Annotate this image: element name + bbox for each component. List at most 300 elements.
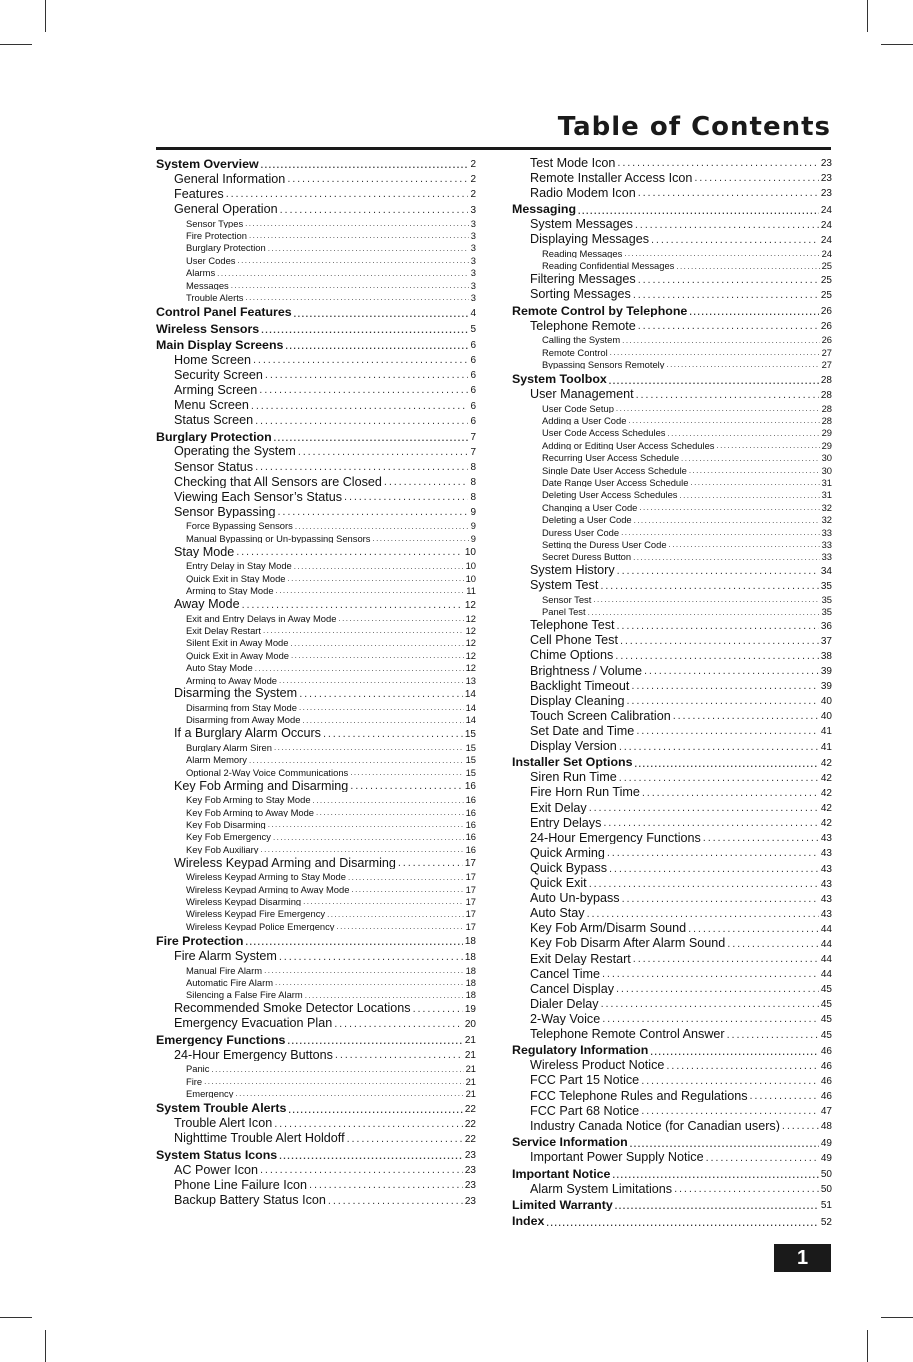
toc-entry[interactable] <box>512 231 832 246</box>
toc-entry-label: Features <box>174 186 224 201</box>
toc-entry[interactable] <box>156 854 476 869</box>
toc-entry[interactable] <box>156 673 476 685</box>
toc-entry[interactable] <box>512 1072 832 1087</box>
toc-entry-label: 24-Hour Emergency Functions <box>530 830 701 845</box>
toc-entry-page: 47 <box>820 1106 832 1118</box>
toc-entry-label: Adding a User Code <box>542 415 627 426</box>
toc-entry[interactable] <box>512 1211 832 1227</box>
toc-entry-label: Deleting User Access Schedules <box>542 489 678 500</box>
toc-entry[interactable] <box>156 366 476 381</box>
toc-entry[interactable] <box>156 894 476 906</box>
toc-entry[interactable] <box>512 525 832 537</box>
toc-entry-page: 13 <box>465 674 476 685</box>
toc-entry[interactable] <box>156 805 476 817</box>
dot-leader <box>274 1119 463 1130</box>
dot-leader <box>287 174 468 185</box>
dot-leader <box>305 992 464 1000</box>
toc-entry-label: Limited Warranty <box>512 1198 613 1212</box>
toc-entry[interactable] <box>156 817 476 829</box>
toc-entry-page: 15 <box>464 728 476 740</box>
toc-entry[interactable] <box>512 799 832 814</box>
toc-entry[interactable] <box>156 302 476 318</box>
toc-entry[interactable] <box>512 438 832 450</box>
toc-entry-page: 52 <box>820 1216 832 1228</box>
toc-entry-page: 16 <box>465 843 476 855</box>
toc-entry[interactable] <box>512 537 832 549</box>
toc-entry-page: 25 <box>820 274 832 286</box>
toc-entry[interactable] <box>156 792 476 804</box>
dot-leader <box>617 621 819 632</box>
toc-entry[interactable] <box>156 228 476 240</box>
toc-entry[interactable] <box>156 740 476 752</box>
toc-entry-page: 27 <box>821 358 832 370</box>
toc-entry[interactable] <box>512 401 832 413</box>
dot-leader <box>260 846 463 854</box>
toc-entry-page: 23 <box>464 1195 476 1207</box>
toc-entry-page: 18 <box>465 964 476 975</box>
toc-entry[interactable] <box>512 1132 832 1148</box>
toc-entry[interactable] <box>156 240 476 252</box>
toc-entry-label: Index <box>512 1214 545 1228</box>
toc-entry[interactable] <box>512 475 832 487</box>
toc-entry-page: 15 <box>465 741 476 753</box>
toc-entry-page: 25 <box>821 260 832 271</box>
toc-entry[interactable] <box>156 777 476 792</box>
dot-leader <box>288 575 464 583</box>
toc-entry[interactable] <box>512 345 832 357</box>
dot-leader <box>668 430 820 438</box>
toc-entry[interactable] <box>512 1149 832 1164</box>
toc-entry[interactable] <box>156 571 476 583</box>
toc-entry[interactable] <box>156 473 476 488</box>
toc-entry[interactable] <box>156 396 476 411</box>
dot-leader <box>650 1048 819 1057</box>
toc-entry[interactable] <box>156 1086 476 1098</box>
toc-entry-page: 12 <box>464 599 476 611</box>
toc-entry-label: Exit Delay Restart <box>530 951 631 966</box>
toc-entry[interactable] <box>512 450 832 462</box>
toc-entry-label: Changing a User Code <box>542 501 638 513</box>
toc-entry[interactable] <box>156 443 476 458</box>
toc-entry[interactable] <box>512 647 832 662</box>
toc-entry[interactable] <box>156 648 476 660</box>
toc-entry[interactable] <box>512 935 832 950</box>
dot-leader <box>211 1066 463 1074</box>
toc-entry-page: 12 <box>465 637 476 648</box>
dot-leader <box>260 1165 463 1176</box>
toc-entry[interactable] <box>156 1176 476 1191</box>
dot-leader <box>313 797 464 805</box>
toc-entry[interactable] <box>512 617 832 632</box>
toc-entry[interactable] <box>512 246 832 258</box>
dot-leader <box>290 640 463 648</box>
toc-entry[interactable] <box>156 1074 476 1086</box>
toc-entry[interactable] <box>156 319 476 335</box>
toc-entry[interactable] <box>156 931 476 947</box>
toc-entry[interactable] <box>512 512 832 524</box>
toc-entry[interactable] <box>156 947 476 962</box>
toc-entry[interactable] <box>512 271 832 286</box>
toc-entry[interactable] <box>156 583 476 595</box>
toc-entry-label: System Overview <box>156 156 259 171</box>
toc-entry[interactable] <box>512 332 832 344</box>
toc-entry-page: 11 <box>466 585 476 596</box>
toc-entry[interactable] <box>156 488 476 503</box>
toc-entry-label: Regulatory Information <box>512 1043 649 1057</box>
toc-entry[interactable] <box>512 769 832 784</box>
dot-leader <box>246 294 469 302</box>
toc-entry-label: Entry Delays <box>530 815 602 830</box>
toc-entry-label: Key Fob Arming and Disarming <box>174 778 349 793</box>
toc-entry[interactable] <box>512 1025 832 1040</box>
toc-entry[interactable] <box>156 253 476 265</box>
toc-entry-page: 29 <box>821 439 832 451</box>
dot-leader <box>302 717 463 725</box>
toc-entry-page: 33 <box>821 526 832 537</box>
toc-entry[interactable] <box>512 859 832 874</box>
toc-entry-label: User Code Access Schedules <box>542 427 666 438</box>
toc-entry-page: 49 <box>820 1137 832 1149</box>
toc-entry[interactable] <box>512 216 832 231</box>
toc-entry[interactable] <box>512 1057 832 1072</box>
dot-leader <box>323 729 463 740</box>
toc-entry[interactable] <box>512 905 832 920</box>
toc-entry[interactable] <box>156 170 476 185</box>
toc-entry[interactable] <box>512 950 832 965</box>
toc-entry[interactable] <box>512 1180 832 1195</box>
toc-entry-label: Status Screen <box>174 413 254 427</box>
dot-leader <box>624 250 819 258</box>
toc-entry[interactable] <box>512 1010 832 1025</box>
toc-entry-label: Quick Bypass <box>530 860 607 875</box>
toc-entry[interactable] <box>156 842 476 854</box>
crop-mark <box>45 0 46 32</box>
toc-entry[interactable] <box>156 154 476 170</box>
toc-entry[interactable] <box>512 1164 832 1180</box>
toc-entry[interactable] <box>156 595 476 610</box>
toc-entry[interactable] <box>156 765 476 777</box>
toc-entry-page: 6 <box>470 370 476 382</box>
dot-leader <box>666 1061 819 1072</box>
toc-entry[interactable] <box>512 890 832 905</box>
toc-entry-label: Fire Alarm System <box>174 948 277 963</box>
dot-leader <box>689 467 820 475</box>
dot-leader <box>627 696 819 707</box>
toc-entry[interactable] <box>156 351 476 366</box>
toc-entry-label: 24-Hour Emergency Buttons <box>174 1047 333 1062</box>
toc-entry[interactable] <box>156 1191 476 1206</box>
toc-entry[interactable] <box>512 814 832 829</box>
toc-entry-label: System Trouble Alerts <box>156 1101 287 1115</box>
toc-entry-label: Manual Bypassing or Un-bypassing Sensors <box>186 532 371 544</box>
toc-entry[interactable] <box>156 1115 476 1130</box>
toc-entry-page: 14 <box>464 689 476 701</box>
dot-leader <box>316 809 464 817</box>
toc-entry-page: 15 <box>465 766 476 778</box>
toc-entry-label: Auto Stay Mode <box>186 662 253 673</box>
toc-entry[interactable] <box>156 919 476 931</box>
toc-entry-label: Key Fob Arming to Stay Mode <box>186 794 311 805</box>
dot-leader <box>291 652 464 660</box>
toc-entry[interactable] <box>512 707 832 722</box>
toc-entry-label: Backup Battery Status Icon <box>174 1192 326 1207</box>
toc-entry[interactable] <box>156 381 476 396</box>
toc-entry[interactable] <box>512 1087 832 1102</box>
toc-entry-page: 17 <box>465 920 476 932</box>
toc-entry[interactable] <box>156 987 476 999</box>
dot-leader <box>265 370 469 381</box>
toc-entry[interactable] <box>156 216 476 228</box>
toc-entry[interactable] <box>512 1102 832 1117</box>
toc-entry-label: System Status Icons <box>156 1147 278 1162</box>
toc-entry-label: Backlight Timeout <box>530 678 630 693</box>
toc-entry-page: 6 <box>470 400 476 412</box>
toc-entry-label: Important Power Supply Notice <box>530 1150 704 1164</box>
toc-entry-page: 16 <box>465 831 476 842</box>
toc-entry[interactable] <box>156 503 476 518</box>
toc-entry[interactable] <box>512 829 832 844</box>
toc-entry[interactable] <box>156 427 476 443</box>
toc-entry[interactable] <box>156 869 476 881</box>
toc-entry-page: 42 <box>820 803 832 815</box>
dot-leader <box>372 535 468 543</box>
toc-entry[interactable] <box>156 611 476 623</box>
toc-entry-page: 43 <box>820 878 832 890</box>
dot-leader <box>251 401 469 412</box>
toc-entry[interactable] <box>512 722 832 737</box>
dot-leader <box>344 492 468 503</box>
dot-leader <box>616 984 819 995</box>
toc-entry[interactable] <box>156 1015 476 1030</box>
toc-entry[interactable] <box>156 1161 476 1176</box>
toc-entry[interactable] <box>512 562 832 577</box>
crop-mark <box>867 1330 868 1362</box>
dot-leader <box>612 1171 818 1180</box>
dot-leader <box>328 1196 463 1207</box>
toc-entry-label: Reading Messages <box>542 247 623 259</box>
toc-entry[interactable] <box>512 386 832 401</box>
toc-entry-page: 42 <box>820 788 832 800</box>
toc-entry[interactable] <box>512 199 832 215</box>
toc-entry[interactable] <box>156 1061 476 1073</box>
toc-entry-label: Sensor Types <box>186 217 244 228</box>
toc-entry[interactable] <box>156 1046 476 1061</box>
toc-entry[interactable] <box>156 685 476 700</box>
crop-mark <box>0 1317 32 1318</box>
toc-entry[interactable] <box>156 278 476 290</box>
toc-entry-label: Remote Installer Access Icon <box>530 170 693 185</box>
toc-entry[interactable] <box>512 258 832 270</box>
dot-leader <box>602 1014 819 1025</box>
dot-leader <box>337 923 464 931</box>
toc-entry[interactable] <box>512 604 832 616</box>
dot-leader <box>688 924 819 935</box>
dot-leader <box>351 886 463 894</box>
toc-entry[interactable] <box>512 357 832 369</box>
toc-entry-page: 23 <box>820 173 832 185</box>
toc-entry-page: 44 <box>820 954 832 966</box>
toc-entry-page: 14 <box>465 702 476 713</box>
toc-entry-label: System Toolbox <box>512 372 607 386</box>
toc-entry[interactable] <box>512 500 832 512</box>
toc-entry[interactable] <box>156 412 476 427</box>
toc-entry-label: Quick Exit in Stay Mode <box>186 572 286 584</box>
toc-entry[interactable] <box>156 265 476 277</box>
toc-entry-label: Phone Line Failure Icon <box>174 1177 308 1192</box>
toc-entry[interactable] <box>512 875 832 890</box>
toc-entry[interactable] <box>156 660 476 672</box>
toc-entry[interactable] <box>512 632 832 647</box>
toc-entry-label: Key Fob Disarm After Alarm Sound <box>530 936 726 950</box>
toc-entry-label: Sorting Messages <box>530 287 631 301</box>
toc-entry-label: Stay Mode <box>174 544 235 559</box>
toc-entry[interactable] <box>156 458 476 473</box>
toc-entry[interactable] <box>156 712 476 724</box>
dot-leader <box>288 1106 463 1115</box>
toc-entry[interactable] <box>512 369 832 385</box>
toc-entry-page: 26 <box>821 334 832 345</box>
toc-entry[interactable] <box>156 1130 476 1145</box>
toc-entry-page: 30 <box>821 452 832 463</box>
toc-entry-label: Sensor Status <box>174 459 254 474</box>
toc-entry-label: Quick Exit <box>530 876 587 890</box>
toc-entry-label: Main Display Screens <box>156 337 284 352</box>
toc-entry-page: 21 <box>465 1063 476 1074</box>
toc-entry[interactable] <box>512 844 832 859</box>
toc-entry-page: 16 <box>465 806 476 817</box>
toc-entry[interactable] <box>156 975 476 987</box>
toc-entry[interactable] <box>512 980 832 995</box>
toc-entry[interactable] <box>156 335 476 351</box>
toc-entry[interactable] <box>156 906 476 918</box>
toc-entry[interactable] <box>156 1145 476 1161</box>
dot-leader <box>338 615 463 623</box>
toc-entry-label: Panel Test <box>542 606 586 617</box>
toc-entry-label: Trouble Alerts <box>186 291 244 303</box>
toc-entry[interactable] <box>512 753 832 769</box>
toc-entry[interactable] <box>512 184 832 199</box>
toc-entry-page: 21 <box>464 1050 476 1062</box>
toc-entry[interactable] <box>156 518 476 530</box>
dot-leader <box>347 1134 463 1145</box>
toc-entry-label: Checking that All Sensors are Closed <box>174 474 382 489</box>
toc-entry[interactable] <box>512 1041 832 1057</box>
toc-entry[interactable] <box>156 882 476 894</box>
toc-entry[interactable] <box>156 725 476 740</box>
toc-entry[interactable] <box>512 487 832 499</box>
dot-leader <box>727 1030 819 1041</box>
toc-entry[interactable] <box>156 829 476 841</box>
toc-entry[interactable] <box>156 1000 476 1015</box>
dot-leader <box>635 220 819 231</box>
toc-entry[interactable] <box>156 200 476 215</box>
toc-entry-label: Force Bypassing Sensors <box>186 520 293 531</box>
dot-leader <box>602 969 819 980</box>
toc-entry[interactable] <box>512 737 832 752</box>
toc-entry[interactable] <box>512 784 832 799</box>
page-title: Table of Contents <box>557 112 831 142</box>
toc-entry[interactable] <box>156 635 476 647</box>
toc-entry[interactable] <box>156 543 476 558</box>
toc-entry[interactable] <box>512 692 832 707</box>
toc-entry[interactable] <box>512 577 832 592</box>
toc-entry-label: Dialer Delay <box>530 996 599 1011</box>
toc-entry[interactable] <box>156 1030 476 1046</box>
toc-entry-page: 4 <box>470 307 476 319</box>
toc-entry-page: 36 <box>820 620 832 632</box>
toc-entry[interactable] <box>156 290 476 302</box>
toc-entry-label: Burglary Protection <box>186 242 266 253</box>
toc-entry[interactable] <box>512 1117 832 1132</box>
toc-entry-label: Arming Screen <box>174 382 258 397</box>
toc-entry-label: Arming to Stay Mode <box>186 585 274 596</box>
toc-entry[interactable] <box>156 963 476 975</box>
dot-leader <box>630 1140 819 1149</box>
toc-entry[interactable] <box>156 1098 476 1114</box>
toc-entry-page: 24 <box>820 204 832 216</box>
toc-entry-page: 10 <box>464 547 476 559</box>
toc-entry[interactable] <box>512 592 832 604</box>
dot-leader <box>782 1121 819 1132</box>
toc-entry-label: FCC Telephone Rules and Regulations <box>530 1088 748 1103</box>
toc-entry[interactable] <box>156 185 476 200</box>
dot-leader <box>350 781 463 792</box>
toc-entry[interactable] <box>156 752 476 764</box>
toc-entry-label: Wireless Sensors <box>156 321 260 335</box>
toc-entry[interactable] <box>156 558 476 570</box>
toc-entry-page: 10 <box>465 572 476 584</box>
dot-leader <box>617 158 818 169</box>
toc-entry[interactable] <box>512 413 832 425</box>
toc-entry[interactable] <box>156 531 476 543</box>
toc-entry-label: Control Panel Features <box>156 305 292 319</box>
toc-entry-page: 3 <box>470 204 476 216</box>
toc-entry[interactable] <box>512 549 832 561</box>
dot-leader <box>609 377 819 386</box>
toc-entry-page: 12 <box>465 612 476 623</box>
toc-entry[interactable] <box>512 920 832 935</box>
toc-entry[interactable] <box>512 662 832 677</box>
toc-entry[interactable] <box>512 425 832 437</box>
toc-entry-page: 45 <box>820 999 832 1011</box>
toc-entry[interactable] <box>156 700 476 712</box>
toc-entry[interactable] <box>512 301 832 317</box>
toc-entry[interactable] <box>512 169 832 184</box>
toc-entry-page: 26 <box>820 306 832 318</box>
toc-entry-page: 28 <box>821 402 832 414</box>
dot-leader <box>398 858 463 869</box>
toc-entry-label: Automatic Fire Alarm <box>186 976 274 988</box>
dot-leader <box>681 455 820 463</box>
toc-entry[interactable] <box>512 154 832 169</box>
dot-leader <box>273 834 464 842</box>
toc-entry-page: 50 <box>820 1169 832 1181</box>
toc-entry[interactable] <box>156 623 476 635</box>
toc-entry-label: Disarming from Away Mode <box>186 714 301 725</box>
dot-leader <box>285 342 468 351</box>
toc-entry[interactable] <box>512 317 832 332</box>
toc-entry[interactable] <box>512 995 832 1010</box>
toc-entry-page: 29 <box>821 427 832 438</box>
toc-entry[interactable] <box>512 677 832 692</box>
toc-entry-label: Recommended Smoke Detector Locations <box>174 1001 411 1015</box>
toc-entry[interactable] <box>512 965 832 980</box>
toc-entry[interactable] <box>512 1195 832 1211</box>
dot-leader <box>413 1004 463 1015</box>
toc-entry[interactable] <box>512 286 832 301</box>
toc-entry[interactable] <box>512 463 832 475</box>
dot-leader <box>334 1019 463 1030</box>
